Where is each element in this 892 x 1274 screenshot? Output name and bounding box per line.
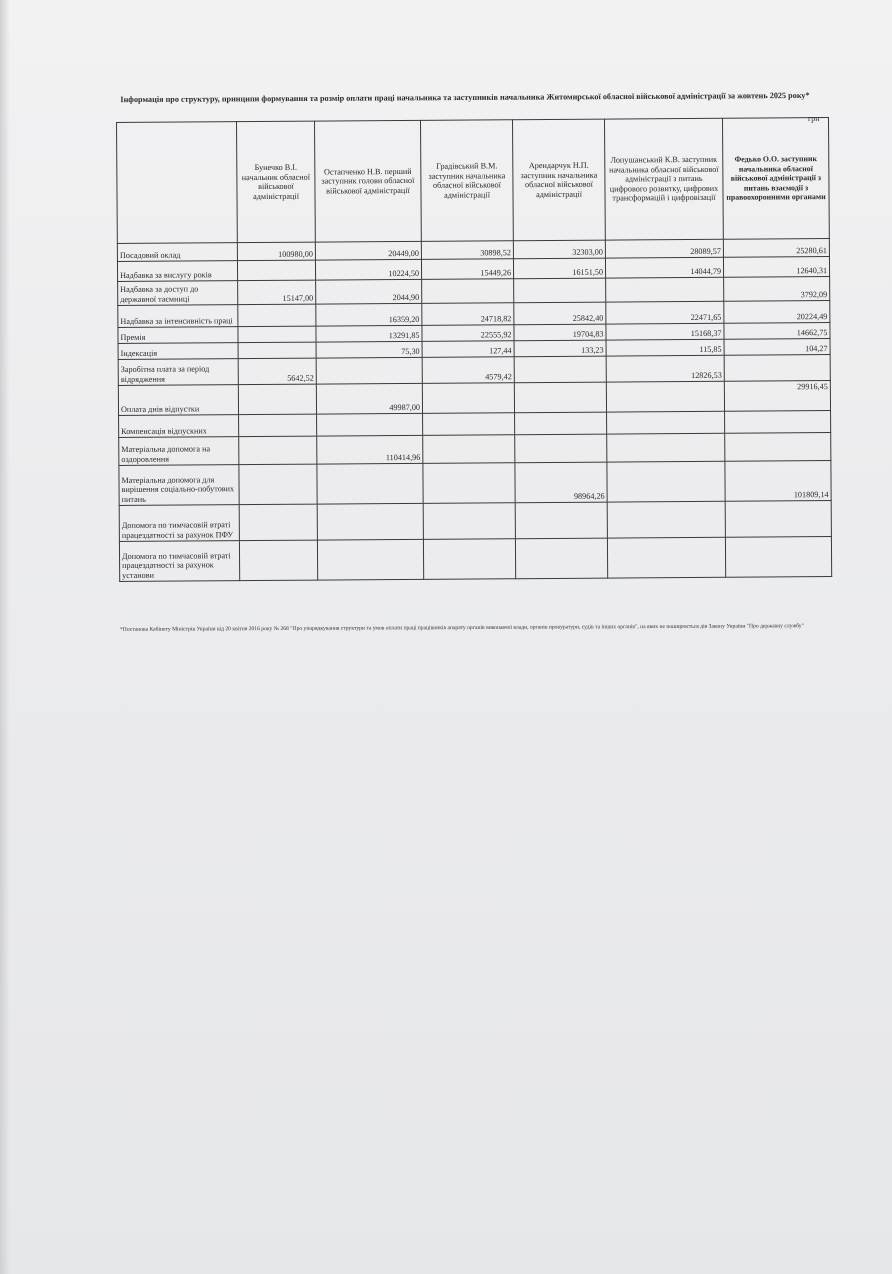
value-cell: 20224,49 xyxy=(724,301,830,324)
value-cell: 24718,82 xyxy=(422,303,514,326)
value-cell: 25280,61 xyxy=(723,239,829,258)
value-cell xyxy=(515,412,607,435)
value-cell xyxy=(607,501,725,538)
row-label: Матеріальна допомога на оздоровлення xyxy=(119,437,239,466)
footnote: *Постанова Кабінету Міністрів України від 20 квітня 2016 року № 268 "Про упорядкування структури та умов оплати праці працівників апарату органів виконавчої влади, органів прокуратури, судів та інших органів", на яких не поширюється дія Закону України "Про державну службу" xyxy=(119,623,804,633)
value-cell xyxy=(237,260,315,281)
value-cell xyxy=(514,356,606,383)
header-cell-hradivskyi: Градівський В.М. заступник начальника обласної військової адміністрації xyxy=(420,120,513,242)
table-row xyxy=(119,461,831,506)
table-row xyxy=(119,501,831,542)
value-cell: 133,23 xyxy=(514,340,606,357)
value-cell xyxy=(317,503,423,540)
value-cell: 25842,40 xyxy=(514,302,606,325)
value-cell xyxy=(238,326,316,343)
row-label: Посадовий оклад xyxy=(117,243,237,262)
value-cell: 110414,96 xyxy=(317,435,423,464)
value-cell: 4579,42 xyxy=(422,357,514,384)
value-cell xyxy=(423,435,515,464)
table-row xyxy=(119,537,831,582)
value-cell xyxy=(514,382,606,413)
value-cell xyxy=(423,463,515,504)
value-cell: 49987,00 xyxy=(316,383,422,414)
value-cell: 5642,52 xyxy=(238,358,316,385)
value-cell xyxy=(317,463,423,504)
value-cell xyxy=(422,279,514,304)
value-cell: 75,30 xyxy=(316,341,422,358)
value-cell xyxy=(607,537,725,578)
value-cell: 14662,75 xyxy=(724,323,830,340)
value-cell xyxy=(239,540,317,581)
row-label: Премія xyxy=(118,327,238,344)
value-cell: 22471,65 xyxy=(606,301,724,324)
value-cell xyxy=(514,278,606,303)
value-cell xyxy=(239,414,317,437)
value-cell xyxy=(725,411,831,434)
header-cell-fedko: Федько О.О. заступник начальника обласної військової адміністрації з питань взаємодії з правоохоронними органами xyxy=(722,118,829,240)
value-cell xyxy=(724,355,830,382)
row-label: Допомога по тимчасовій втраті працездатності за рахунок установи xyxy=(119,541,239,582)
value-cell xyxy=(317,413,423,436)
value-cell: 32303,00 xyxy=(513,240,605,259)
value-cell: 127,44 xyxy=(422,341,514,358)
value-cell xyxy=(607,461,725,502)
value-cell xyxy=(316,357,422,384)
value-cell xyxy=(515,434,607,463)
currency-label: грн xyxy=(808,114,820,123)
value-cell: 12640,31 xyxy=(723,257,829,278)
value-cell: 16151,50 xyxy=(513,258,605,279)
value-cell xyxy=(423,539,515,580)
row-label: Надбавка за доступ до державної таємниці xyxy=(118,281,238,306)
value-cell xyxy=(422,383,514,414)
value-cell: 2044,90 xyxy=(316,279,422,304)
salary-table xyxy=(116,117,832,582)
value-cell: 10224,50 xyxy=(315,259,421,280)
value-cell xyxy=(725,537,831,578)
row-label: Надбавка за вислугу років xyxy=(117,261,237,282)
value-cell xyxy=(317,539,423,580)
value-cell xyxy=(607,411,725,434)
value-cell xyxy=(238,342,316,359)
value-cell xyxy=(515,502,607,539)
page-edge-shadow xyxy=(0,0,10,1274)
value-cell: 13291,85 xyxy=(316,325,422,342)
value-cell xyxy=(606,277,724,302)
value-cell: 115,85 xyxy=(606,339,724,356)
row-label: Надбавка за інтенсивність праці xyxy=(118,305,238,328)
value-cell xyxy=(606,381,724,412)
header-cell-bunechko: Бунечко В.І. начальник обласної військової адміністрації xyxy=(237,121,316,243)
row-label: Допомога по тимчасовій втраті працездатності за рахунок ПФУ xyxy=(119,505,239,542)
value-cell: 3792,09 xyxy=(724,277,830,302)
value-cell xyxy=(515,538,607,579)
value-cell xyxy=(238,384,316,415)
table-header-row xyxy=(117,118,830,244)
header-cell-ostapchenko: Остапченко Н.В. перший заступник голови обласної військової адміністрації xyxy=(314,120,421,242)
value-cell xyxy=(238,304,316,327)
value-cell: 15147,00 xyxy=(238,280,316,305)
value-cell: 19704,83 xyxy=(514,324,606,341)
header-cell-lopushanskyi: Лопушанський К.В. заступник начальника обласної військової адміністрації з питань цифрового розвитку, цифрових трансформацій і цифровізації xyxy=(604,118,723,240)
value-cell: 22555,92 xyxy=(422,325,514,342)
value-cell: 30898,52 xyxy=(421,241,513,260)
value-cell xyxy=(423,413,515,436)
row-label: Матеріальна допомога для вирішення соціально-побутових питань xyxy=(119,465,239,506)
value-cell xyxy=(607,433,725,462)
value-cell xyxy=(239,464,317,505)
value-cell xyxy=(423,503,515,540)
value-cell: 12826,53 xyxy=(606,355,724,382)
value-cell xyxy=(239,436,317,465)
value-cell: 15449,26 xyxy=(421,259,513,280)
value-cell: 20449,00 xyxy=(315,241,421,260)
value-cell: 101809,14 xyxy=(725,461,831,502)
value-cell: 16359,20 xyxy=(316,303,422,326)
value-cell xyxy=(725,501,831,538)
row-label: Оплата днів відпустки xyxy=(118,385,238,416)
value-cell: 98964,26 xyxy=(515,462,607,503)
value-cell: 14044,79 xyxy=(605,257,723,278)
value-cell xyxy=(239,504,317,541)
row-label: Компенсація відпускних xyxy=(119,415,239,438)
value-cell: 28089,57 xyxy=(605,239,723,258)
value-cell xyxy=(725,433,831,462)
value-cell: 104,27 xyxy=(724,339,830,356)
header-cell-arendarchuk: Арендарчук Н.П. заступник начальника обласної військової адміністрації xyxy=(512,119,605,241)
value-cell: 100980,00 xyxy=(237,242,315,261)
document-title: Інформація про структуру, принципи формування та розмір оплати праці начальника та заступників начальника Житомирської обласної військової адміністрації за жовтень 2025 року* xyxy=(120,90,810,105)
table-row xyxy=(118,381,830,416)
row-label: Індексація xyxy=(118,343,238,360)
table-body xyxy=(117,239,831,582)
row-label: Заробітна плата за період відрядження xyxy=(118,359,238,386)
header-cell-empty xyxy=(117,122,238,244)
value-cell: 15168,37 xyxy=(606,323,724,340)
value-cell: 29916,45 xyxy=(724,381,830,412)
